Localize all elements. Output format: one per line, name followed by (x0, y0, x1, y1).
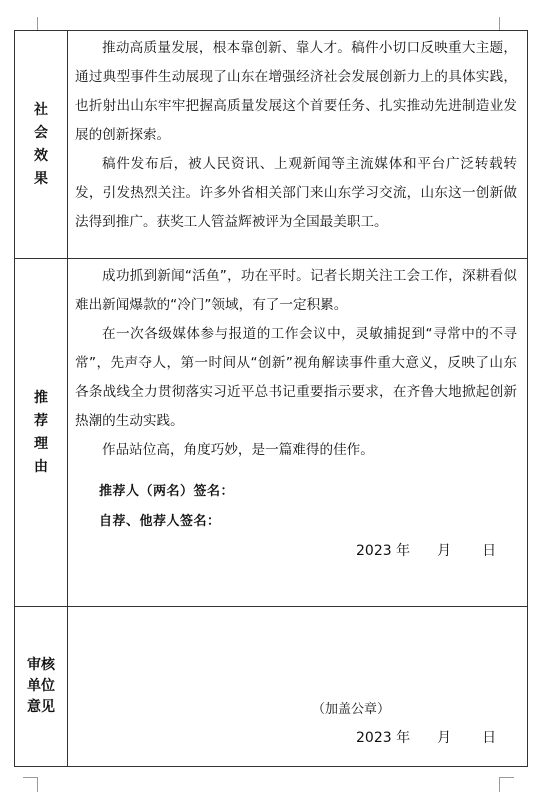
recommendation-content (68, 259, 528, 607)
official-seal-note: （加盖公章） (312, 702, 391, 717)
crop-mark (37, 777, 38, 792)
paragraph: 稿件发布后，被人民资讯、上观新闻等主流媒体和平台广泛转载转发，引发热烈关注。许多外省相关部门来山东学习交流，山东这一创新做法得到推广。获奖工人管益辉被评为全国最美职工。 (75, 156, 517, 230)
social-effect-row (15, 31, 528, 259)
social-effect-label: 社会效果 (34, 101, 48, 187)
recommendation-label-cell (15, 259, 68, 607)
paragraph: 作品站位高，角度巧妙，是一篇难得的佳作。 (102, 442, 374, 458)
date-year: 2023 年 (356, 543, 411, 559)
social-effect-label-cell (15, 31, 68, 259)
date-month: 月 (437, 730, 452, 746)
review-label-cell (15, 607, 68, 767)
nomination-form-table (14, 30, 528, 767)
date-month: 月 (437, 543, 452, 559)
crop-mark (37, 17, 38, 31)
self-signature-label: 自荐、他荐人签名： (99, 514, 221, 529)
date-day: 日 (482, 730, 497, 746)
crop-mark (23, 777, 38, 778)
crop-mark (499, 17, 500, 31)
recommender-signature-label: 推荐人（两名）签名： (99, 484, 235, 499)
recommendation-row (15, 259, 528, 607)
date-year: 2023 年 (356, 730, 411, 746)
review-date (75, 726, 517, 750)
review-content (68, 607, 528, 767)
review-row (15, 607, 528, 767)
review-label: 审核单位意见 (27, 657, 55, 715)
social-effect-content (68, 31, 528, 259)
paragraph: 推动高质量发展，根本靠创新、靠人才。稿件小切口反映重大主题，通过典型事件生动展现了山东在增强经济社会发展创新力上的具体实践，也折射出山东牢牢把握高质量发展这个首要任务、扎实推动先进制造业发展的创新探索。 (75, 40, 517, 143)
date-day: 日 (482, 543, 497, 559)
recommendation-date (75, 539, 517, 563)
crop-mark (499, 777, 500, 792)
paragraph: 在一次各级媒体参与报道的工作会议中，灵敏捕捉到“寻常中的不寻常”，先声夺人，第一时间从“创新”视角解读事件重大意义，反映了山东各条战线全力贯彻落实习近平总书记重要指示要求，在齐鲁大地掀起创新热潮的生动实践。 (75, 326, 517, 429)
paragraph: 成功抓到新闻“活鱼”，功在平时。记者长期关注工会工作，深耕看似难出新闻爆款的“冷门”领域，有了一定积累。 (75, 268, 517, 313)
crop-mark (499, 777, 514, 778)
recommendation-label: 推荐理由 (34, 389, 48, 475)
